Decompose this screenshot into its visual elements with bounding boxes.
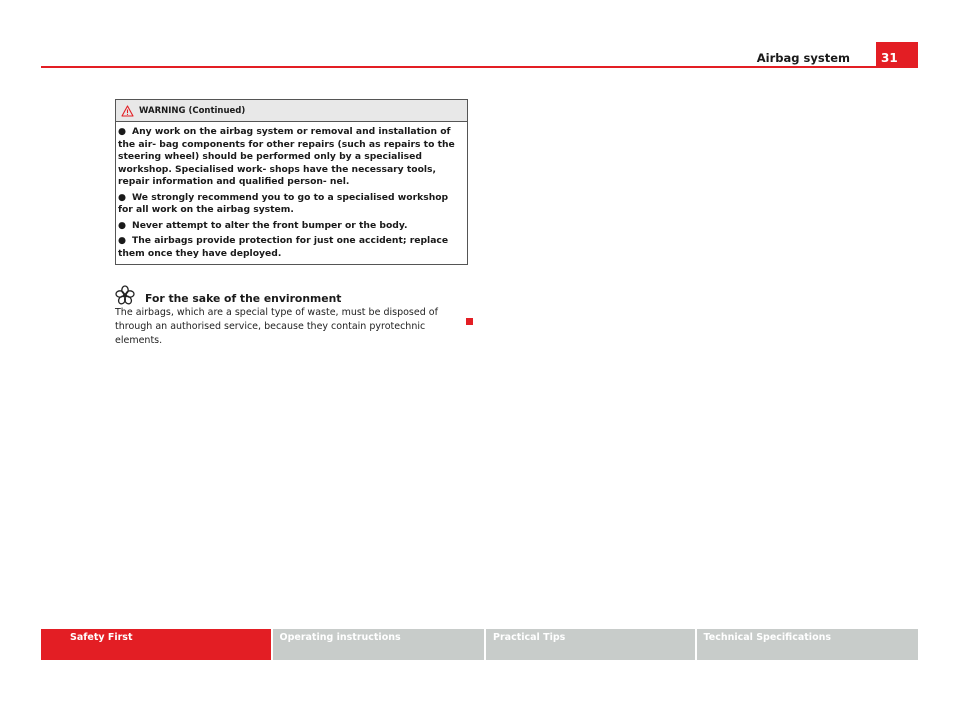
bullet: ● (118, 219, 127, 231)
bullet: ● (118, 191, 127, 203)
warning-item-text: Never attempt to alter the front bumper or the body. (132, 219, 408, 231)
environment-body: The airbags, which are a special type of waste, must be disposed of through an authorised service, because they contain pyrotechnic elements. (115, 307, 438, 346)
warning-item (118, 126, 463, 189)
warning-box (115, 99, 468, 265)
tab-operating-instructions[interactable]: Operating instructions (273, 629, 485, 660)
warning-title: WARNING (Continued) (139, 105, 246, 116)
warning-item-text: Any work on the airbag system or removal and installation of the air- bag components for other repairs (such as repairs to the steering wheel) should be performed only by a specialised workshop. Specialised work- shops have the necessary tools, repair information and qualified person- nel. (118, 126, 455, 187)
section-end-marker (466, 318, 473, 325)
header-rule (41, 66, 918, 68)
page-section-title: Airbag system (756, 51, 850, 65)
tab-technical-specifications[interactable]: Technical Specifications (697, 629, 918, 660)
flower-environment-icon (115, 285, 135, 305)
warning-item (118, 235, 463, 260)
warning-item (118, 220, 463, 233)
warning-header (116, 100, 467, 122)
environment-section (115, 284, 475, 348)
tab-safety-first[interactable]: Safety First (41, 629, 271, 660)
environment-title: For the sake of the environment (145, 292, 342, 305)
warning-item-text: We strongly recommend you to go to a specialised workshop for all work on the airbag system. (118, 191, 449, 215)
warning-body (116, 122, 467, 264)
page-number: 31 (876, 42, 918, 68)
warning-item-text: The airbags provide protection for just one accident; replace them once they have deployed. (118, 235, 449, 259)
tab-practical-tips[interactable]: Practical Tips (486, 629, 695, 660)
bullet: ● (118, 235, 127, 246)
footer-nav (41, 629, 918, 660)
warning-item (118, 192, 463, 217)
bullet: ● (118, 126, 127, 137)
warning-triangle-icon (121, 105, 134, 117)
environment-header (115, 284, 475, 305)
